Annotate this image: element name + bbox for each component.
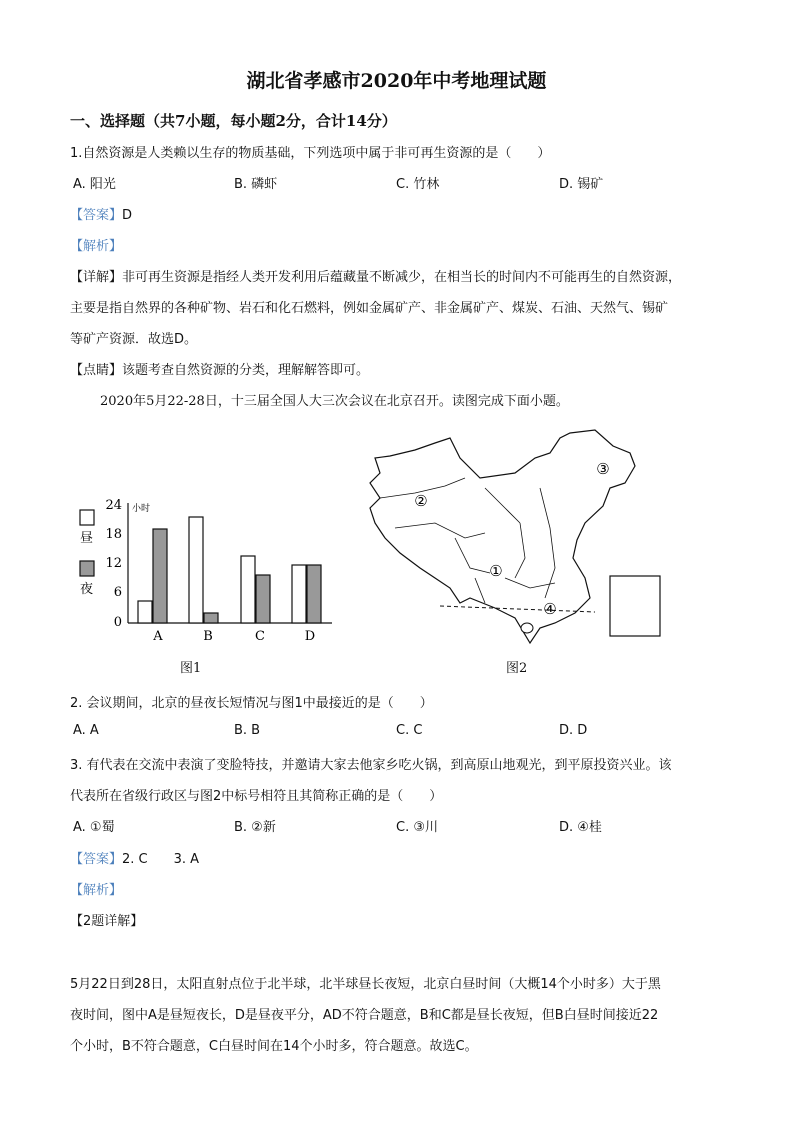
q1-analysis-label: 【解析】 bbox=[70, 239, 123, 254]
answer-label: 【答案】 bbox=[70, 852, 123, 867]
answers23-analysis-label: 【解析】 bbox=[70, 883, 123, 898]
svg-text:B: B bbox=[203, 629, 213, 644]
tip-text: 该题考查自然资源的分类，理解解答即可。 bbox=[122, 363, 370, 378]
legend-night-swatch bbox=[80, 561, 94, 576]
x-axis-labels bbox=[152, 629, 315, 644]
answer-value: 2. C 3. A bbox=[122, 852, 200, 867]
marker-4: ④ bbox=[543, 600, 557, 618]
figure1-bar-chart bbox=[70, 495, 340, 644]
answer-value: D bbox=[122, 208, 133, 223]
detail-text: 非可再生资源是指经人类开发利用后蕴藏量不断减少，在相当长的时间内不可能再生的自然资源， bbox=[122, 270, 682, 285]
marker-1: ① bbox=[489, 562, 503, 580]
answers23-answer bbox=[70, 848, 199, 867]
q3-option-d: D. ④桂 bbox=[559, 820, 602, 835]
figure2-caption: 图2 bbox=[506, 661, 528, 676]
svg-text:24: 24 bbox=[105, 498, 122, 513]
legend-night-label: 夜 bbox=[80, 582, 94, 597]
intro-text: 2020年5月22-28日，十三届全国人大三次会议在北京召开。读图完成下面小题。 bbox=[100, 394, 569, 409]
q2-option-a: A. A bbox=[73, 723, 99, 738]
q1-detail-line-1 bbox=[70, 266, 681, 285]
svg-text:A: A bbox=[153, 629, 163, 644]
q3-option-b: B. ②新 bbox=[234, 820, 276, 835]
china-outline bbox=[370, 430, 635, 643]
q1-option-c: C. 竹林 bbox=[396, 177, 440, 192]
q2-detail-line-1: 5月22日到28日，太阳直射点位于北半球，北半球昼长夜短，北京白昼时间（大概14个小时多）大于黑 bbox=[70, 977, 661, 992]
q2-option-c: C. C bbox=[396, 723, 423, 738]
answer-label: 【答案】 bbox=[70, 208, 123, 223]
marker-3: ③ bbox=[596, 460, 610, 478]
svg-text:C: C bbox=[255, 629, 265, 644]
marker-2: ② bbox=[414, 492, 428, 510]
q3-stem-line-1: 3. 有代表在交流中表演了变脸特技，并邀请大家去他家乡吃火锅，到高原山地观光，到平原投资兴业。该 bbox=[70, 758, 672, 773]
q1-tip bbox=[70, 359, 369, 378]
svg-text:18: 18 bbox=[105, 527, 122, 542]
q1-option-a: A. 阳光 bbox=[73, 177, 116, 192]
svg-text:6: 6 bbox=[113, 585, 122, 600]
q2-detail-heading: 【2题详解】 bbox=[70, 914, 144, 929]
q1-detail-line-2: 主要是指自然界的各种矿物、岩石和化石燃料，例如金属矿产、非金属矿产、煤炭、石油、天然气、锡矿 bbox=[70, 301, 669, 316]
q2-stem: 2. 会议期间，北京的昼夜长短情况与图1中最接近的是（ ） bbox=[70, 696, 433, 711]
q3-option-c: C. ③川 bbox=[396, 820, 438, 835]
q2-detail-line-2: 夜时间，图中A是昼短夜长，D是昼夜平分，AD不符合题意，B和C都是昼长夜短，但B白昼时间接近22 bbox=[70, 1008, 659, 1023]
legend-day-swatch bbox=[80, 510, 94, 525]
q1-option-b: B. 磷虾 bbox=[234, 177, 278, 192]
q1-option-d: D. 锡矿 bbox=[559, 177, 604, 192]
svg-text:D: D bbox=[304, 629, 316, 644]
q2-option-d: D. D bbox=[559, 723, 588, 738]
q2-option-b: B. B bbox=[234, 723, 261, 738]
figure1-caption: 图1 bbox=[180, 661, 202, 676]
legend-day-label: 昼 bbox=[80, 531, 94, 546]
page-title: 湖北省孝感市2020年中考地理试题 bbox=[246, 70, 547, 92]
section-heading: 一、选择题（共7小题，每小题2分，合计14分） bbox=[70, 112, 397, 130]
svg-text:0: 0 bbox=[113, 615, 122, 630]
south-china-sea-inset bbox=[610, 576, 660, 636]
svg-text:12: 12 bbox=[105, 556, 122, 571]
q1-detail-line-3: 等矿产资源．故选D。 bbox=[70, 332, 198, 347]
detail-label: 【详解】 bbox=[70, 270, 123, 285]
y-axis-unit: 小时 bbox=[132, 504, 151, 514]
q1-stem: 1.自然资源是人类赖以生存的物质基础，下列选项中属于非可再生资源的是（ ） bbox=[70, 146, 551, 161]
q3-option-a: A. ①蜀 bbox=[73, 820, 115, 835]
tip-label: 【点睛】 bbox=[70, 363, 123, 378]
q2-detail-line-3: 个小时，B不符合题意，C白昼时间在14个小时多，符合题意。故选C。 bbox=[70, 1039, 478, 1054]
y-axis-ticks bbox=[105, 498, 122, 630]
figure2-china-map bbox=[355, 428, 665, 648]
q3-stem-line-2: 代表所在省级行政区与图2中标号相符且其简称正确的是（ ） bbox=[70, 789, 443, 804]
q1-answer bbox=[70, 204, 132, 223]
